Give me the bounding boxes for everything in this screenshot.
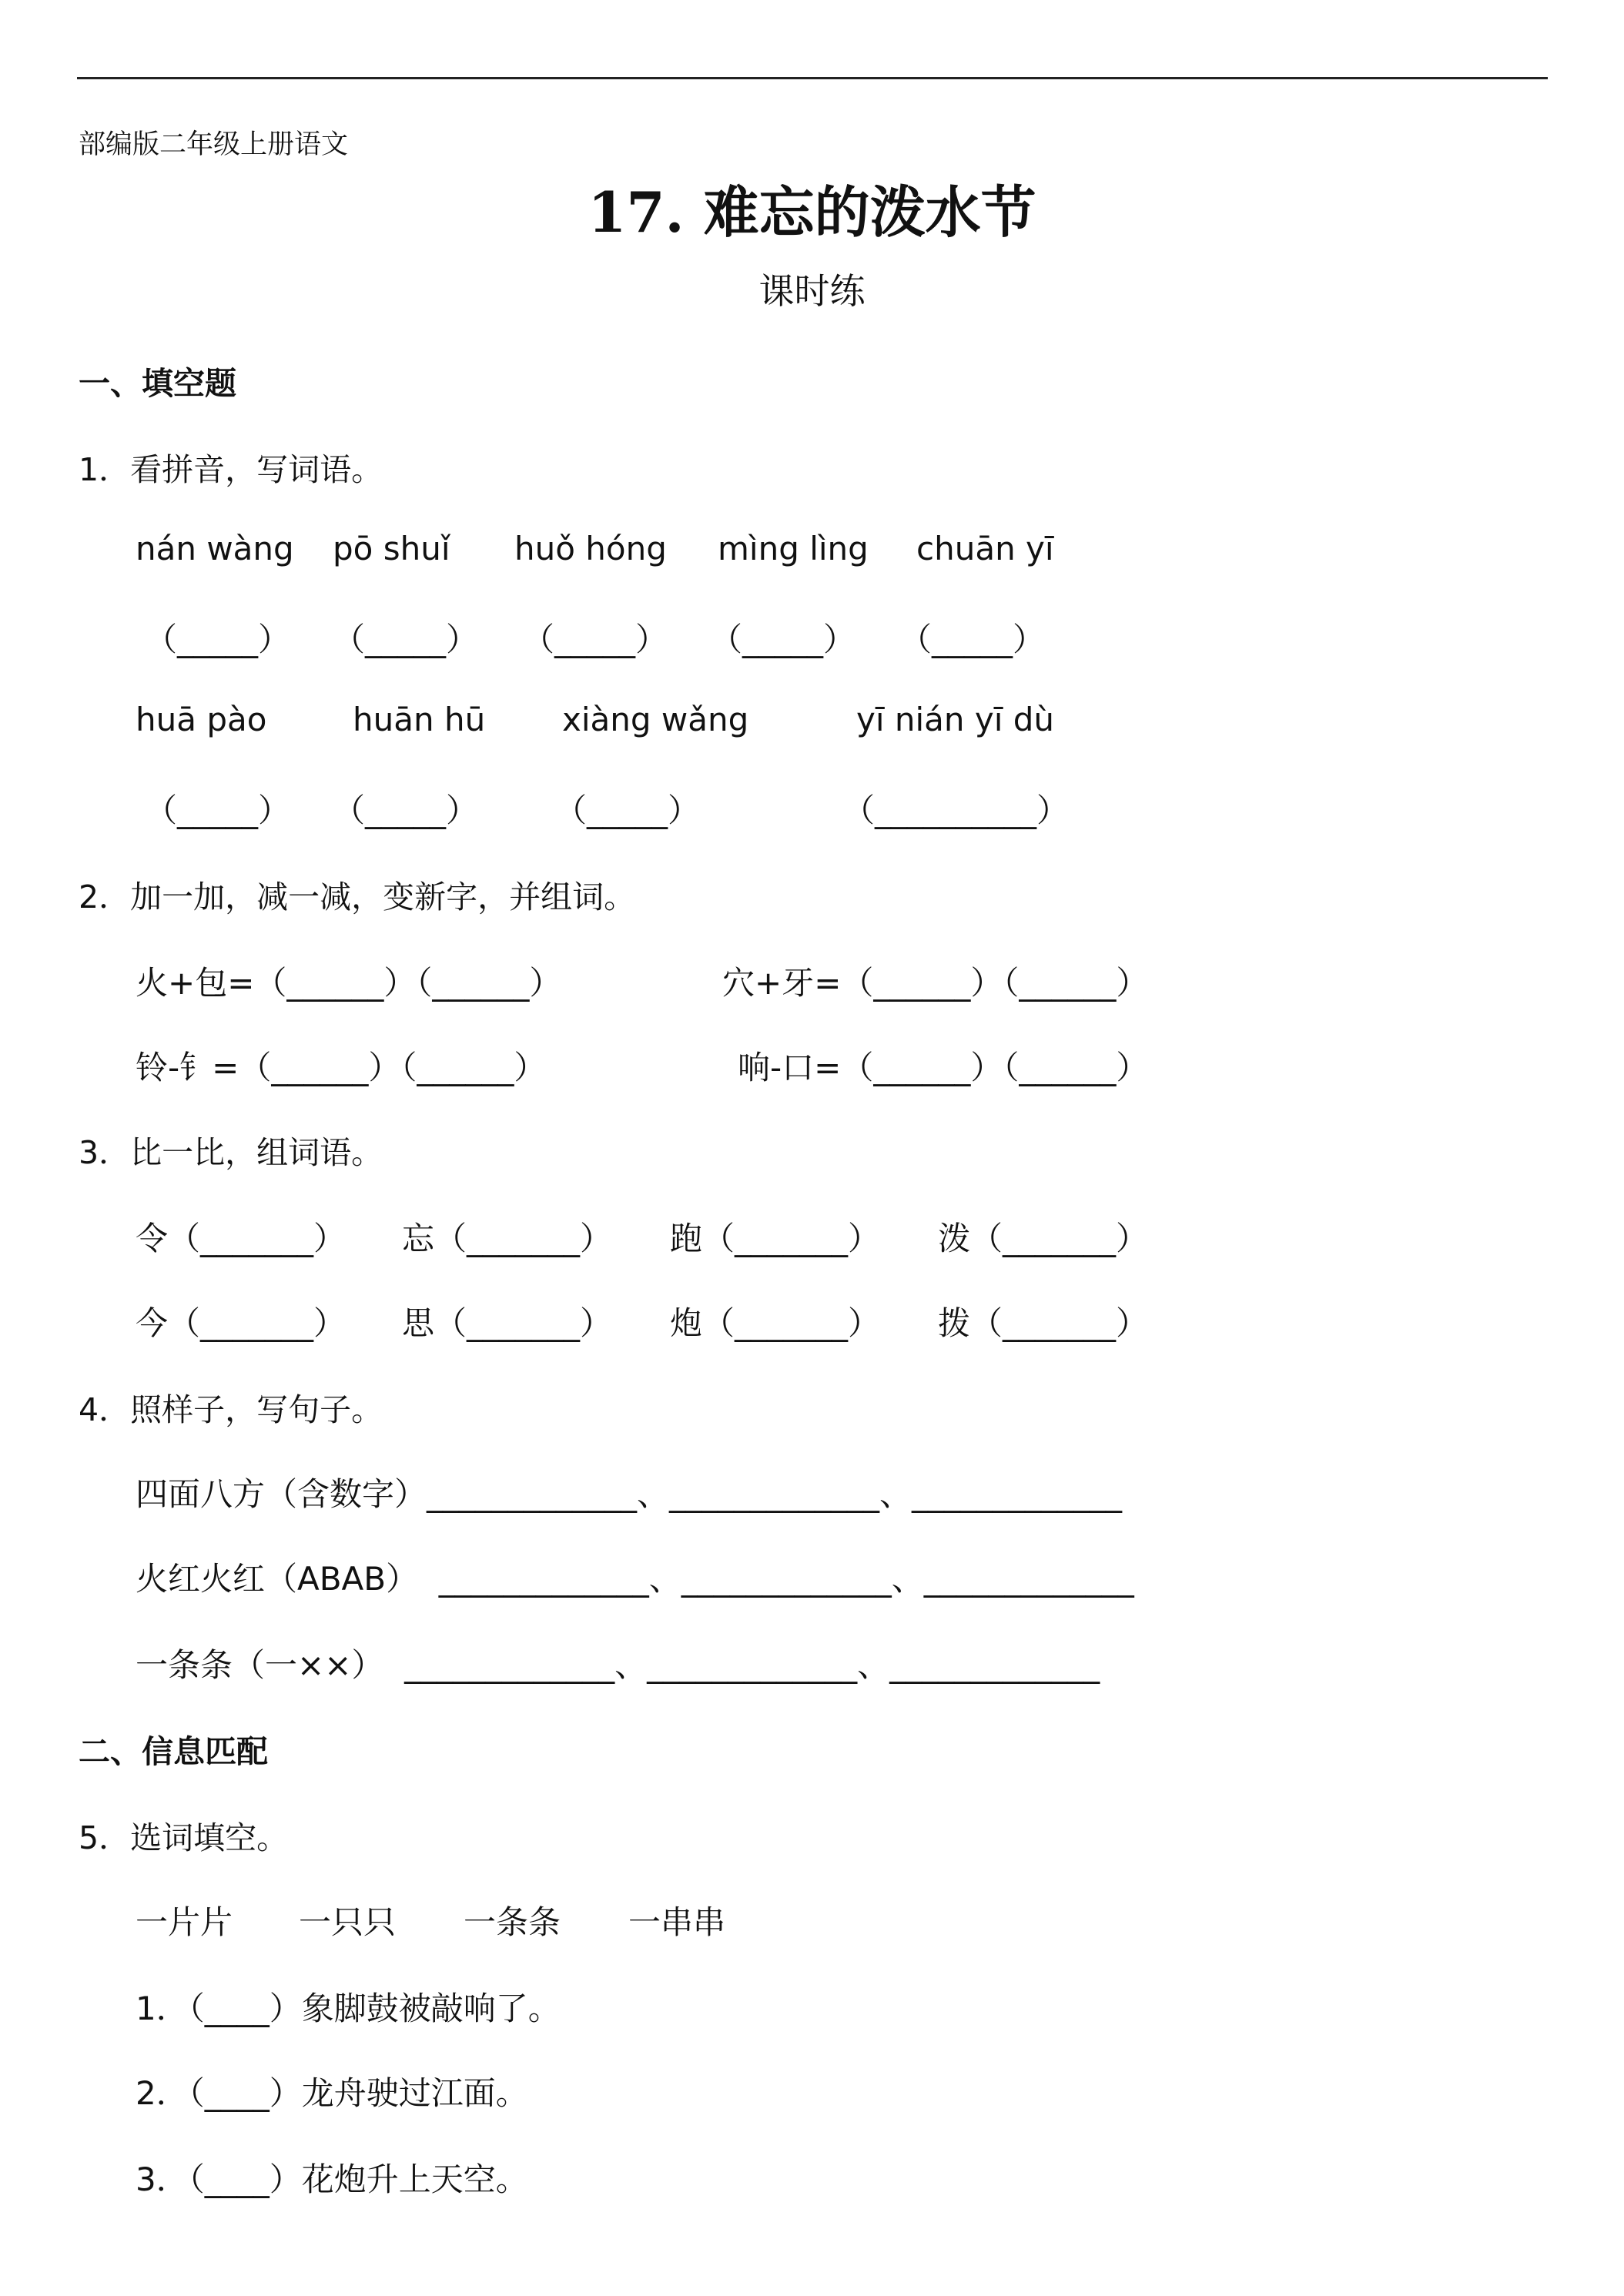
q1-pinyin-7: huān hū [353,701,486,738]
q5-choice-2: 一只只 [299,1903,397,1941]
q2-prompt: 2．加一加，减一减，变新字，并组词。 [79,879,636,915]
section-fill-blank-title: 一、填空题 [79,365,236,402]
q3-item-4[interactable]: 泼（_______） [938,1220,1149,1257]
q3-item-7[interactable]: 炮（_______） [670,1304,881,1342]
q5-prompt: 5．选词填空。 [79,1819,289,1856]
q3-item-8[interactable]: 拨（_______） [938,1304,1149,1342]
q5-item-3[interactable]: 3．（____）花炮升上天空。 [136,2160,528,2198]
page-subtitle: 课时练 [758,270,866,312]
q4-item-3[interactable]: 一条条（一××） _____________、_____________、_____________ [136,1646,1100,1684]
q3-item-2[interactable]: 忘（_______） [402,1220,613,1257]
q4-item-2[interactable]: 火红火红（ABAB） _____________、_____________、_____________ [136,1560,1134,1598]
q5-item-1[interactable]: 1．（____）象脚鼓被敲响了。 [136,1990,561,2027]
q1-answer-blank-3[interactable]: （_____） [522,621,668,658]
q1-answer-blank-1[interactable]: （_____） [145,621,291,658]
q5-choice-3: 一条条 [464,1903,561,1941]
q1-answer-blank-7[interactable]: （_____） [333,792,479,829]
q3-item-1[interactable]: 令（_______） [136,1220,347,1257]
q4-prompt: 4．照样子，写句子。 [79,1391,383,1428]
q1-answer-blank-4[interactable]: （_____） [710,621,856,658]
q1-pinyin-9: yī nián yī dù [856,701,1055,738]
q2-item-4[interactable]: 响-口=（______）（______） [738,1049,1149,1086]
q1-prompt: 1．看拼音，写词语。 [79,451,383,488]
q1-pinyin-2: pō shuǐ [333,530,450,567]
q1-pinyin-6: huā pào [136,701,267,738]
q1-pinyin-4: mìng lìng [718,530,869,567]
q1-pinyin-5: chuān yī [916,530,1054,567]
q1-pinyin-8: xiàng wǎng [562,701,749,738]
q1-pinyin-1: nán wàng [136,530,294,567]
q2-item-3[interactable]: 铃-钅=（______）（______） [136,1049,547,1086]
q5-item-2[interactable]: 2．（____）龙舟驶过江面。 [136,2074,528,2112]
q3-item-5[interactable]: 今（_______） [136,1304,347,1342]
q1-pinyin-3: huǒ hóng [514,530,667,567]
book-label: 部编版二年级上册语文 [79,129,349,160]
header-rule [77,77,1548,79]
q1-answer-blank-6[interactable]: （_____） [145,792,291,829]
section-matching-title: 二、信息匹配 [79,1733,268,1770]
q2-item-2[interactable]: 穴+牙=（______）（______） [722,964,1149,1002]
page-title: 17. 难忘的泼水节 [588,179,1036,245]
q1-answer-blank-5[interactable]: （_____） [899,621,1046,658]
q5-choice-1: 一片片 [136,1903,233,1941]
q3-item-6[interactable]: 思（_______） [402,1304,613,1342]
q3-item-3[interactable]: 跑（_______） [670,1220,881,1257]
q5-choice-4: 一串串 [628,1903,726,1941]
q1-answer-blank-2[interactable]: （_____） [333,621,479,658]
q4-item-1[interactable]: 四面八方（含数字）_____________、_____________、_____________ [136,1475,1123,1513]
q2-item-1[interactable]: 火+包=（______）（______） [136,964,562,1002]
q1-answer-blank-8[interactable]: （_____） [554,792,701,829]
q3-prompt: 3．比一比，组词语。 [79,1134,383,1171]
q1-answer-blank-9[interactable]: （__________） [842,792,1070,829]
